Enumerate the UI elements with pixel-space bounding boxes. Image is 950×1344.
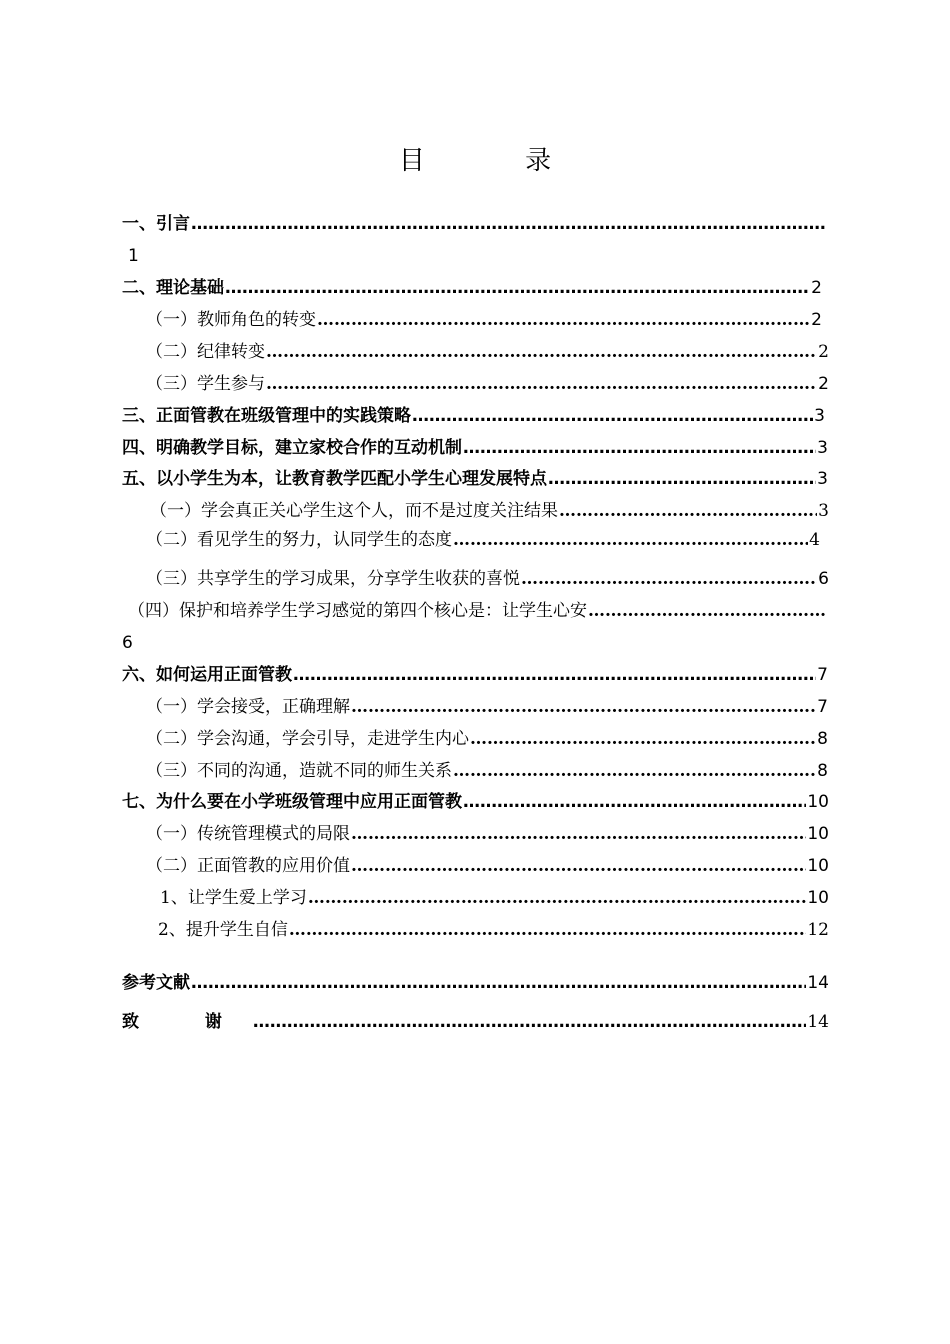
toc-entry-label: 六、如何运用正面管教 (122, 665, 292, 685)
toc-entry-label: 七、为什么要在小学班级管理中应用正面管教 (122, 792, 462, 812)
toc-entry[interactable] (122, 212, 828, 236)
toc-entry[interactable] (160, 886, 829, 910)
toc-entry[interactable] (146, 822, 829, 846)
toc-leader (225, 276, 810, 300)
toc-entry[interactable] (146, 567, 829, 591)
toc-leader (289, 918, 807, 942)
toc-leader (588, 599, 827, 623)
toc-entry-page: 10 (807, 856, 829, 876)
toc-entry-label: （三）学生参与 (146, 374, 265, 394)
toc-entry[interactable] (122, 276, 822, 300)
toc-entry-page: 6 (122, 633, 133, 653)
toc-entry-label: （一）学会接受，正确理解 (146, 697, 350, 717)
toc-entry[interactable] (122, 971, 829, 995)
toc-entry-label: 2、提升学生自信 (158, 920, 288, 940)
toc-entry[interactable] (146, 759, 828, 783)
toc-leader (463, 790, 806, 814)
toc-leader (351, 822, 806, 846)
toc-entry[interactable] (146, 854, 829, 878)
toc-entry-page: 2 (818, 374, 829, 394)
toc-entry-label: （一）教师角色的转变 (146, 310, 316, 330)
toc-entry[interactable] (146, 372, 829, 396)
toc-entry-label: 三、正面管教在班级管理中的实践策略 (122, 406, 411, 426)
toc-entry-page: 10 (807, 824, 829, 844)
toc-leader (317, 308, 810, 332)
toc-leader (470, 727, 816, 751)
toc-entry-page: 1 (128, 246, 139, 266)
toc-entry-label: 四、明确教学目标，建立家校合作的互动机制 (122, 438, 462, 458)
toc-entry-page: 14 (807, 973, 829, 993)
toc-entry-page: 4 (809, 530, 820, 550)
toc-entry-page: 7 (817, 665, 828, 685)
toc-leader (453, 528, 808, 552)
toc-entry-page: 7 (817, 697, 828, 717)
toc-entry-page: 2 (811, 310, 822, 330)
toc-entry[interactable] (128, 599, 828, 623)
toc-entry-page: 12 (807, 920, 829, 940)
toc-entry[interactable] (146, 308, 822, 332)
toc-leader (559, 499, 817, 523)
toc-entry-label: 参考文献 (122, 973, 190, 993)
toc-entry-page: 3 (817, 438, 828, 458)
toc-title: 目 录 (398, 146, 598, 176)
toc-entry-label: （三）不同的沟通，造就不同的师生关系 (146, 761, 452, 781)
toc-leader (548, 467, 816, 491)
toc-entry[interactable] (122, 790, 829, 814)
toc-entry-label: 一、引言 (122, 214, 190, 234)
toc-entry[interactable] (158, 918, 829, 942)
toc-leader (266, 372, 817, 396)
toc-entry-page: 14 (807, 1012, 829, 1032)
toc-leader (308, 886, 807, 910)
toc-leader (412, 404, 813, 428)
toc-leader (191, 212, 827, 236)
toc-leader (351, 695, 816, 719)
toc-entry-label: （一）传统管理模式的局限 (146, 824, 350, 844)
toc-entry[interactable] (122, 663, 828, 687)
toc-leader (253, 1010, 806, 1034)
toc-leader (463, 436, 816, 460)
toc-entry[interactable] (122, 404, 825, 428)
toc-entry[interactable] (146, 727, 828, 751)
toc-entry[interactable] (150, 499, 829, 523)
toc-entry-page: 2 (818, 342, 829, 362)
toc-entry-page: 8 (817, 761, 828, 781)
toc-leader (521, 567, 817, 591)
toc-entry[interactable] (146, 695, 828, 719)
toc-leader (293, 663, 816, 687)
toc-entry-label: （二）看见学生的努力，认同学生的态度 (146, 530, 452, 550)
toc-entry[interactable] (146, 340, 829, 364)
toc-entry[interactable] (122, 467, 828, 491)
toc-entry-label: （一）学会真正关心学生这个人，而不是过度关注结果 (150, 501, 558, 521)
toc-entry-page: 10 (807, 792, 829, 812)
toc-entry-label: 二、理论基础 (122, 278, 224, 298)
toc-entry-label: （三）共享学生的学习成果，分享学生收获的喜悦 (146, 569, 520, 589)
toc-leader (453, 759, 816, 783)
toc-entry-label: （四）保护和培养学生学习感觉的第四个核心是：让学生心安 (128, 601, 587, 621)
toc-entry[interactable] (146, 528, 820, 552)
toc-entry-label: （二）纪律转变 (146, 342, 265, 362)
toc-entry[interactable] (122, 1010, 829, 1034)
toc-leader (351, 854, 806, 878)
toc-entry-label: 五、以小学生为本，让教育教学匹配小学生心理发展特点 (122, 469, 547, 489)
toc-entry-page: 2 (811, 278, 822, 298)
toc-entry-page: 10 (807, 888, 829, 908)
toc-entry-label: 致 谢 (122, 1012, 252, 1032)
toc-entry-page: 8 (817, 729, 828, 749)
toc-entry-label: （二）正面管教的应用价值 (146, 856, 350, 876)
toc-entry-label: （二）学会沟通，学会引导，走进学生内心 (146, 729, 469, 749)
toc-entry-page: 3 (814, 406, 825, 426)
toc-entry[interactable] (122, 436, 828, 460)
toc-leader (266, 340, 817, 364)
toc-leader (191, 971, 806, 995)
toc-entry-page: 3 (817, 469, 828, 489)
toc-entry-page: 6 (818, 569, 829, 589)
toc-entry-label: 1、让学生爱上学习 (160, 888, 307, 908)
toc-entry-page: 3 (818, 501, 829, 521)
